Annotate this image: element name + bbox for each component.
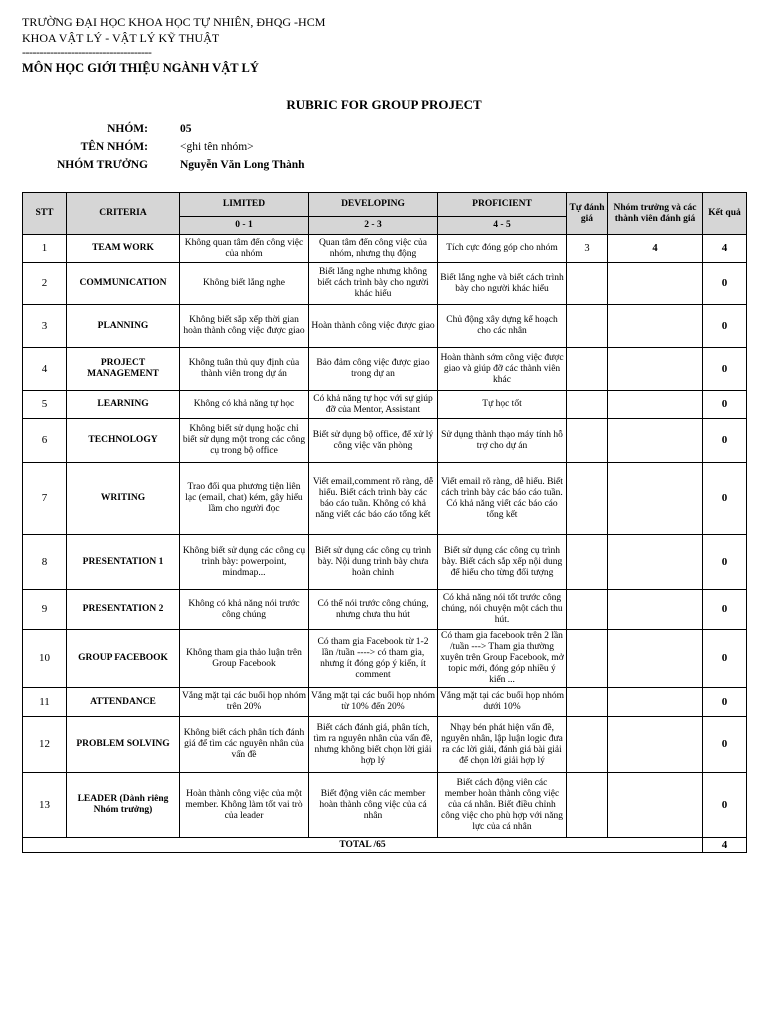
- header-leader-eval: Nhóm trưởng và các thành viên đánh giá: [608, 193, 703, 235]
- limited-cell: Hoàn thành công việc của một member. Không làm tốt vai trò của leader: [180, 773, 309, 838]
- total-row: [23, 838, 747, 853]
- criteria-cell: PROJECT MANAGEMENT: [67, 348, 180, 391]
- result-cell: 0: [703, 630, 747, 688]
- result-cell: 0: [703, 688, 747, 717]
- proficient-cell: Có tham gia facebook trên 2 lần /tuần ---> Tham gia thường xuyên trên Group Facebook, mở topic mới, đóng góp nhiều ý kiến ...: [438, 630, 567, 688]
- proficient-cell: Chủ động xây dựng kế hoạch cho các nhân: [438, 305, 567, 348]
- developing-cell: Có khả năng tự học với sự giúp đỡ của Mentor, Assistant: [309, 391, 438, 419]
- table-row: [23, 535, 747, 590]
- result-cell: 0: [703, 305, 747, 348]
- self-eval-cell: [567, 535, 608, 590]
- limited-cell: Không biết sử dụng các công cụ trình bày: powerpoint, mindmap...: [180, 535, 309, 590]
- table-row: [23, 688, 747, 717]
- table-row: [23, 463, 747, 535]
- limited-cell: Không tuân thủ quy định của thành viên trong dự án: [180, 348, 309, 391]
- limited-cell: Trao đổi qua phương tiện liên lạc (email, chat) kém, gây hiểu lầm cho người đọc: [180, 463, 309, 535]
- header-result: Kết quả: [703, 193, 747, 235]
- limited-cell: Không biết cách phân tích đánh giá để tìm các nguyên nhân của vấn đề: [180, 717, 309, 773]
- group-name-value: <ghi tên nhóm>: [180, 141, 254, 153]
- self-eval-cell: [567, 263, 608, 305]
- developing-cell: Viết email,comment rõ ràng, dễ hiểu. Biết cách trình bày các báo cáo tuần. Không có khả năng viết các báo cáo tổng kết: [309, 463, 438, 535]
- header-developing: DEVELOPING: [309, 193, 438, 217]
- table-row: [23, 630, 747, 688]
- criteria-cell: PRESENTATION 1: [67, 535, 180, 590]
- rubric-table: [22, 192, 747, 853]
- header-limited-range: 0 - 1: [180, 217, 309, 235]
- proficient-cell: Vắng mặt tại các buổi họp nhóm dưới 10%: [438, 688, 567, 717]
- limited-cell: Không biết sử dụng hoặc chỉ biết sử dụng một trong các công cụ trong bộ office: [180, 419, 309, 463]
- row-number: 3: [23, 305, 67, 348]
- proficient-cell: Có khả năng nói tốt trước công chúng, nói chuyện một cách thu hút.: [438, 590, 567, 630]
- developing-cell: Vắng mặt tại các buổi họp nhóm từ 10% đến 20%: [309, 688, 438, 717]
- proficient-cell: Sử dụng thành thạo máy tính hỗ trợ cho dự án: [438, 419, 567, 463]
- result-cell: 0: [703, 535, 747, 590]
- proficient-cell: Biết sử dụng các công cụ trình bày. Biết cách sắp xếp nội dung để hiểu cho từng đối tượng: [438, 535, 567, 590]
- leader-eval-cell: [608, 688, 703, 717]
- proficient-cell: Nhạy bén phát hiện vấn đề, nguyên nhân, lập luận logic đưa ra các lời giải, đánh giá bài giải để chọn lời giải hợp lý: [438, 717, 567, 773]
- self-eval-cell: [567, 419, 608, 463]
- row-number: 2: [23, 263, 67, 305]
- result-cell: 0: [703, 348, 747, 391]
- self-eval-cell: [567, 305, 608, 348]
- self-eval-cell: [567, 590, 608, 630]
- self-eval-cell: [567, 688, 608, 717]
- criteria-cell: WRITING: [67, 463, 180, 535]
- criteria-cell: PROBLEM SOLVING: [67, 717, 180, 773]
- leader-eval-cell: 4: [608, 235, 703, 263]
- self-eval-cell: 3: [567, 235, 608, 263]
- header-divider: -------------------------------------: [22, 45, 152, 59]
- table-row: [23, 391, 747, 419]
- leader-eval-cell: [608, 305, 703, 348]
- row-number: 12: [23, 717, 67, 773]
- table-row: [23, 235, 747, 263]
- limited-cell: Không biết sắp xếp thời gian hoàn thành công việc được giao: [180, 305, 309, 348]
- criteria-cell: TECHNOLOGY: [67, 419, 180, 463]
- table-row: [23, 590, 747, 630]
- limited-cell: Vắng mặt tại các buổi họp nhóm trên 20%: [180, 688, 309, 717]
- header-criteria: CRITERIA: [67, 193, 180, 235]
- result-cell: 4: [703, 235, 747, 263]
- header-proficient-range: 4 - 5: [438, 217, 567, 235]
- proficient-cell: Tự học tốt: [438, 391, 567, 419]
- row-number: 9: [23, 590, 67, 630]
- row-number: 10: [23, 630, 67, 688]
- row-number: 13: [23, 773, 67, 838]
- leader-eval-cell: [608, 773, 703, 838]
- group-number-label: NHÓM:: [107, 123, 148, 135]
- limited-cell: Không có khả năng tự học: [180, 391, 309, 419]
- criteria-cell: LEADER (Dành riêng Nhóm trưởng): [67, 773, 180, 838]
- proficient-cell: Viết email rõ ràng, dễ hiểu. Biết cách trình bày các báo cáo tuần. Có khả năng viết các báo cáo tổng kết: [438, 463, 567, 535]
- total-value: 4: [703, 838, 747, 853]
- header-self-eval: Tự đánh giá: [567, 193, 608, 235]
- result-cell: 0: [703, 590, 747, 630]
- table-row: [23, 717, 747, 773]
- result-cell: 0: [703, 263, 747, 305]
- self-eval-cell: [567, 630, 608, 688]
- faculty-name: KHOA VẬT LÝ - VẬT LÝ KỸ THUẬT: [22, 31, 220, 45]
- proficient-cell: Biết lắng nghe và biết cách trình bày cho người khác hiểu: [438, 263, 567, 305]
- self-eval-cell: [567, 717, 608, 773]
- developing-cell: Có tham gia Facebook từ 1-2 lần /tuần ----> có tham gia, nhưng ít đóng góp ý kiến, ít comment: [309, 630, 438, 688]
- rubric-body: [23, 235, 747, 838]
- university-name: TRƯỜNG ĐẠI HỌC KHOA HỌC TỰ NHIÊN, ĐHQG -HCM: [22, 15, 326, 29]
- header-developing-range: 2 - 3: [309, 217, 438, 235]
- result-cell: 0: [703, 717, 747, 773]
- developing-cell: Biết động viên các member hoàn thành công việc của cá nhân: [309, 773, 438, 838]
- limited-cell: Không tham gia thảo luận trên Group Facebook: [180, 630, 309, 688]
- limited-cell: Không biết lắng nghe: [180, 263, 309, 305]
- table-row: [23, 348, 747, 391]
- proficient-cell: Tích cực đóng góp cho nhóm: [438, 235, 567, 263]
- leader-eval-cell: [608, 590, 703, 630]
- header-proficient: PROFICIENT: [438, 193, 567, 217]
- row-number: 4: [23, 348, 67, 391]
- row-number: 8: [23, 535, 67, 590]
- group-leader-value: Nguyễn Văn Long Thành: [180, 159, 305, 171]
- developing-cell: Bảo đảm công việc được giao trong dự an: [309, 348, 438, 391]
- result-cell: 0: [703, 419, 747, 463]
- leader-eval-cell: [608, 463, 703, 535]
- self-eval-cell: [567, 348, 608, 391]
- self-eval-cell: [567, 463, 608, 535]
- leader-eval-cell: [608, 419, 703, 463]
- limited-cell: Không quan tâm đến công việc của nhóm: [180, 235, 309, 263]
- developing-cell: Biết lắng nghe nhưng không biết cách trình bày cho người khác hiểu: [309, 263, 438, 305]
- course-name: MÔN HỌC GIỚI THIỆU NGÀNH VẬT LÝ: [22, 61, 259, 75]
- result-cell: 0: [703, 463, 747, 535]
- leader-eval-cell: [608, 630, 703, 688]
- criteria-cell: PLANNING: [67, 305, 180, 348]
- result-cell: 0: [703, 773, 747, 838]
- criteria-cell: COMMUNICATION: [67, 263, 180, 305]
- developing-cell: Quan tâm đến công việc của nhóm, nhưng thụ động: [309, 235, 438, 263]
- group-name-label: TÊN NHÓM:: [80, 141, 148, 153]
- group-leader-label: NHÓM TRƯỞNG: [56, 159, 148, 171]
- total-label: TOTAL /65: [23, 838, 703, 853]
- leader-eval-cell: [608, 348, 703, 391]
- proficient-cell: Hoàn thành sớm công việc được giao và giúp đỡ các thành viên khác: [438, 348, 567, 391]
- header-limited: LIMITED: [180, 193, 309, 217]
- proficient-cell: Biết cách động viên các member hoàn thành công việc của cá nhân. Biết điều chỉnh công việc cho phù hợp với năng lực của cá nhân: [438, 773, 567, 838]
- leader-eval-cell: [608, 263, 703, 305]
- table-row: [23, 263, 747, 305]
- header-row-levels: [23, 193, 747, 217]
- criteria-cell: ATTENDANCE: [67, 688, 180, 717]
- limited-cell: Không có khả năng nói trước công chúng: [180, 590, 309, 630]
- developing-cell: Hoàn thành công việc được giao: [309, 305, 438, 348]
- leader-eval-cell: [608, 717, 703, 773]
- developing-cell: Biết cách đánh giá, phân tích, tìm ra nguyên nhân của vấn đề, nhưng không biết chọn lời giải hợp lý: [309, 717, 438, 773]
- header-stt: STT: [23, 193, 67, 235]
- table-row: [23, 419, 747, 463]
- row-number: 11: [23, 688, 67, 717]
- criteria-cell: TEAM WORK: [67, 235, 180, 263]
- self-eval-cell: [567, 391, 608, 419]
- developing-cell: Có thể nói trước công chúng, nhưng chưa thu hút: [309, 590, 438, 630]
- criteria-cell: PRESENTATION 2: [67, 590, 180, 630]
- result-cell: 0: [703, 391, 747, 419]
- developing-cell: Biết sử dụng bộ office, để xử lý công việc văn phòng: [309, 419, 438, 463]
- row-number: 1: [23, 235, 67, 263]
- developing-cell: Biết sử dụng các công cụ trình bày. Nội dung trình bày chưa hoàn chỉnh: [309, 535, 438, 590]
- page-title: RUBRIC FOR GROUP PROJECT: [286, 97, 482, 112]
- row-number: 5: [23, 391, 67, 419]
- criteria-cell: GROUP FACEBOOK: [67, 630, 180, 688]
- table-row: [23, 305, 747, 348]
- self-eval-cell: [567, 773, 608, 838]
- group-number-value: 05: [180, 123, 192, 135]
- leader-eval-cell: [608, 391, 703, 419]
- row-number: 6: [23, 419, 67, 463]
- row-number: 7: [23, 463, 67, 535]
- leader-eval-cell: [608, 535, 703, 590]
- criteria-cell: LEARNING: [67, 391, 180, 419]
- table-row: [23, 773, 747, 838]
